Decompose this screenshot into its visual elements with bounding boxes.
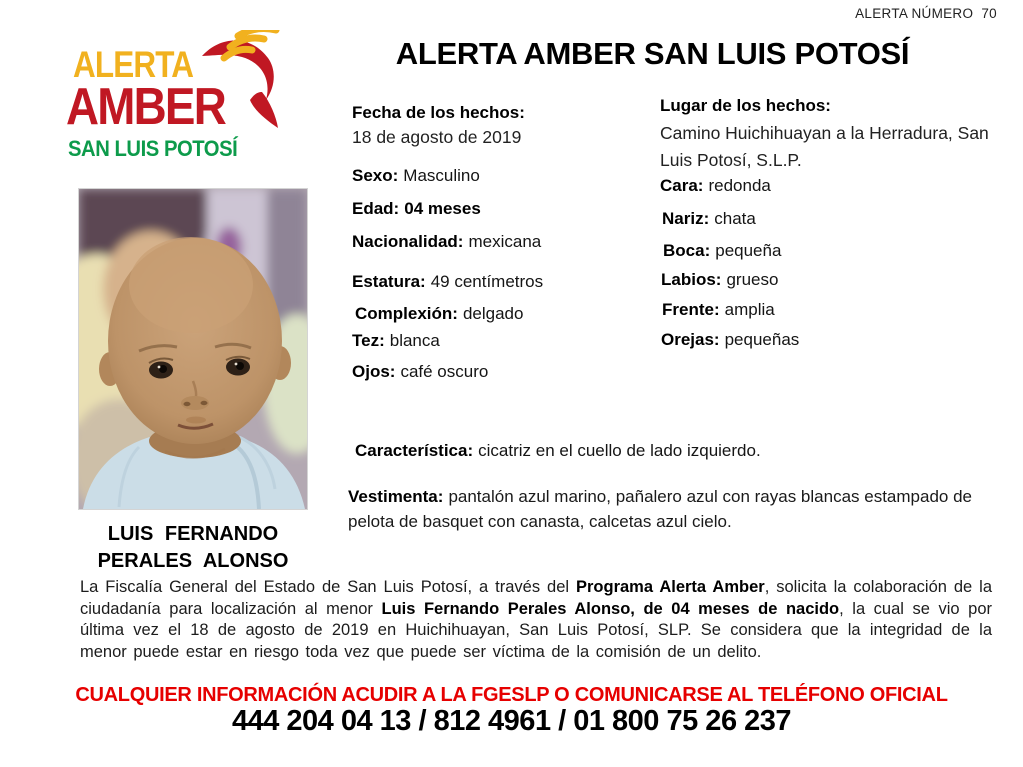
field-value: grueso <box>726 270 779 289</box>
field-label: Labios: <box>661 270 722 289</box>
field-estatura <box>352 272 543 292</box>
field-label: Cara: <box>660 176 704 195</box>
paragraph-bold-name: Luis Fernando Perales Alonso, de 04 meses de nacido <box>381 599 840 618</box>
logo-text-amber: AMBER <box>66 78 225 136</box>
logo-text-alerta: ALERTA <box>73 44 194 85</box>
field-boca <box>663 241 781 261</box>
field-caracteristica <box>355 441 761 461</box>
field-cara <box>660 176 771 196</box>
missing-child-name <box>62 521 324 575</box>
field-label: Sexo: <box>352 166 399 185</box>
paragraph-text: La Fiscalía General del Estado de San Luis Potosí, a través del <box>80 578 576 596</box>
field-label: Ojos: <box>352 362 396 381</box>
field-label: Vestimenta: <box>348 487 444 506</box>
paragraph-text: , la cual se vio por última vez el 18 de agosto de 2019 en Huichihuayan, San Luis Potosí, SLP. Se considera que la integridad de la menor puede estar en riesgo toda vez que puede ser víctima de la comisión de un delito. <box>80 599 993 661</box>
field-label: Frente: <box>662 300 720 319</box>
hotline-notice: CUALQUIER INFORMACIÓN ACUDIR A LA FGESLP O COMUNICARSE AL TELÉFONO OFICIAL <box>75 684 948 706</box>
field-label: Estatura: <box>352 272 426 291</box>
field-value: 49 centímetros <box>430 272 544 291</box>
field-vestimenta <box>348 484 998 534</box>
alert-number: ALERTA NÚMERO 70 <box>855 6 997 21</box>
paragraph-bold-program: Programa Alerta Amber <box>575 578 765 596</box>
field-value: redonda <box>708 176 771 195</box>
field-value: amplia <box>724 300 775 319</box>
field-fecha-value: 18 de agosto de 2019 <box>352 127 522 147</box>
description-paragraph <box>80 577 992 663</box>
field-label: Característica: <box>355 441 474 460</box>
field-value: 04 meses <box>404 199 481 218</box>
field-label: Orejas: <box>661 330 720 349</box>
field-label: Complexión: <box>355 304 458 323</box>
field-frente <box>662 300 775 320</box>
siren-swoosh-icon <box>196 30 282 132</box>
missing-child-photo <box>78 188 308 510</box>
field-value: mexicana <box>468 232 542 251</box>
field-value: pequeñas <box>724 330 800 349</box>
field-nariz <box>662 209 756 229</box>
field-value: Masculino <box>403 166 480 185</box>
field-complexion <box>355 304 523 324</box>
page-title: ALERTA AMBER SAN LUIS POTOSÍ <box>395 36 910 71</box>
field-value: cicatriz en el cuello de lado izquierdo. <box>478 441 761 460</box>
field-value: pantalón azul marino, pañalero azul con rayas blancas estampado de pelota de basquet con canasta, calcetas azul cielo. <box>348 487 972 531</box>
name-line-2: PERALES ALONSO <box>97 550 289 572</box>
name-line-1: LUIS FERNANDO <box>107 523 279 545</box>
field-nacionalidad <box>352 232 541 252</box>
field-lugar-label: Lugar de los hechos: <box>660 96 831 115</box>
field-value: pequeña <box>715 241 782 260</box>
field-tez <box>352 331 440 351</box>
field-orejas <box>661 330 799 350</box>
field-value: delgado <box>462 304 524 323</box>
field-value: chata <box>714 209 756 228</box>
field-labios <box>661 270 778 290</box>
field-label: Tez: <box>352 331 385 350</box>
field-label: Nariz: <box>662 209 710 228</box>
field-lugar-value: Camino Huichihuayan a la Herradura, San Luis Potosí, S.L.P. <box>660 123 989 170</box>
field-sexo <box>352 166 480 186</box>
field-label: Boca: <box>663 241 711 260</box>
field-label: Edad: <box>352 199 400 218</box>
field-value: café oscuro <box>400 362 489 381</box>
field-ojos <box>352 362 488 382</box>
paragraph-text: , solicita la colaboración de la ciudadanía para localización al menor <box>80 578 992 618</box>
field-label: Nacionalidad: <box>352 232 464 251</box>
logo-text-san-luis-potosi: SAN LUIS POTOSÍ <box>68 136 238 161</box>
field-fecha-label: Fecha de los hechos: <box>352 103 525 122</box>
field-value: blanca <box>389 331 440 350</box>
field-edad <box>352 199 481 219</box>
phone-numbers: 444 204 04 13 / 812 4961 / 01 800 75 26 237 <box>231 705 792 737</box>
